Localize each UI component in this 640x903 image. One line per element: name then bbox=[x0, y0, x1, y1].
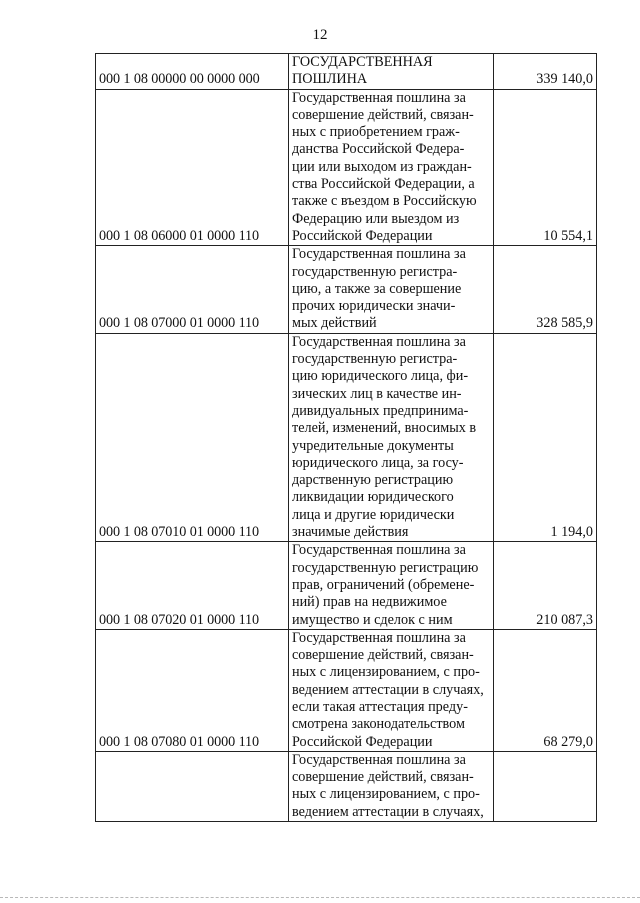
revenue-name: Государственная пошлина за совершение действий, связан- ных с лицензированием, с про- ведением аттестации в случаях, bbox=[289, 751, 494, 821]
table-row bbox=[96, 54, 597, 90]
revenue-name: Государственная пошлина за совершение действий, связан- ных с приобретением граж- данства Российской Федера- ции или выходом из граждан- ства Российской Федерации, а также с въездом в Российскую Федерацию или выездом из Российской Федерации bbox=[289, 89, 494, 246]
revenue-amount: 339 140,0 bbox=[494, 54, 597, 90]
table-row bbox=[96, 246, 597, 333]
table-row bbox=[96, 542, 597, 629]
budget-classification-code: 000 1 08 07080 01 0000 110 bbox=[96, 629, 289, 751]
revenue-name: Государственная пошлина за государственную регистрацию прав, ограничений (обремене- ний) прав на недвижимое имущество и сделок с ним bbox=[289, 542, 494, 629]
budget-classification-code bbox=[96, 751, 289, 821]
revenue-amount: 210 087,3 bbox=[494, 542, 597, 629]
revenue-name: Государственная пошлина за государственную регистра- цию, а также за совершение прочих юридически значи- мых действий bbox=[289, 246, 494, 333]
budget-revenue-table bbox=[95, 53, 597, 822]
revenue-name: Государственная пошлина за совершение действий, связан- ных с лицензированием, с про- ведением аттестации в случаях, если такая аттестация преду- смотрена законодательством Российской Федерации bbox=[289, 629, 494, 751]
budget-classification-code: 000 1 08 06000 01 0000 110 bbox=[96, 89, 289, 246]
budget-classification-code: 000 1 08 07000 01 0000 110 bbox=[96, 246, 289, 333]
revenue-amount bbox=[494, 751, 597, 821]
revenue-amount: 68 279,0 bbox=[494, 629, 597, 751]
budget-classification-code: 000 1 08 07010 01 0000 110 bbox=[96, 333, 289, 542]
revenue-amount: 1 194,0 bbox=[494, 333, 597, 542]
page-bottom-rule bbox=[0, 897, 640, 898]
budget-classification-code: 000 1 08 00000 00 0000 000 bbox=[96, 54, 289, 90]
revenue-name: Государственная пошлина за государственную регистра- цию юридического лица, фи- зических лиц в качестве ин- дивидуальных предпринима- телей, изменений, вносимых в учредительные документы юридического лица, за госу- дарственную регистрацию ликвидации юридического лица и другие юридически значимые действия bbox=[289, 333, 494, 542]
revenue-amount: 10 554,1 bbox=[494, 89, 597, 246]
table-row bbox=[96, 333, 597, 542]
revenue-name: ГОСУДАРСТВЕННАЯ ПОШЛИНА bbox=[289, 54, 494, 90]
budget-classification-code: 000 1 08 07020 01 0000 110 bbox=[96, 542, 289, 629]
table-row bbox=[96, 89, 597, 246]
table-row bbox=[96, 751, 597, 821]
table-row bbox=[96, 629, 597, 751]
revenue-amount: 328 585,9 bbox=[494, 246, 597, 333]
page-number: 12 bbox=[312, 27, 328, 43]
